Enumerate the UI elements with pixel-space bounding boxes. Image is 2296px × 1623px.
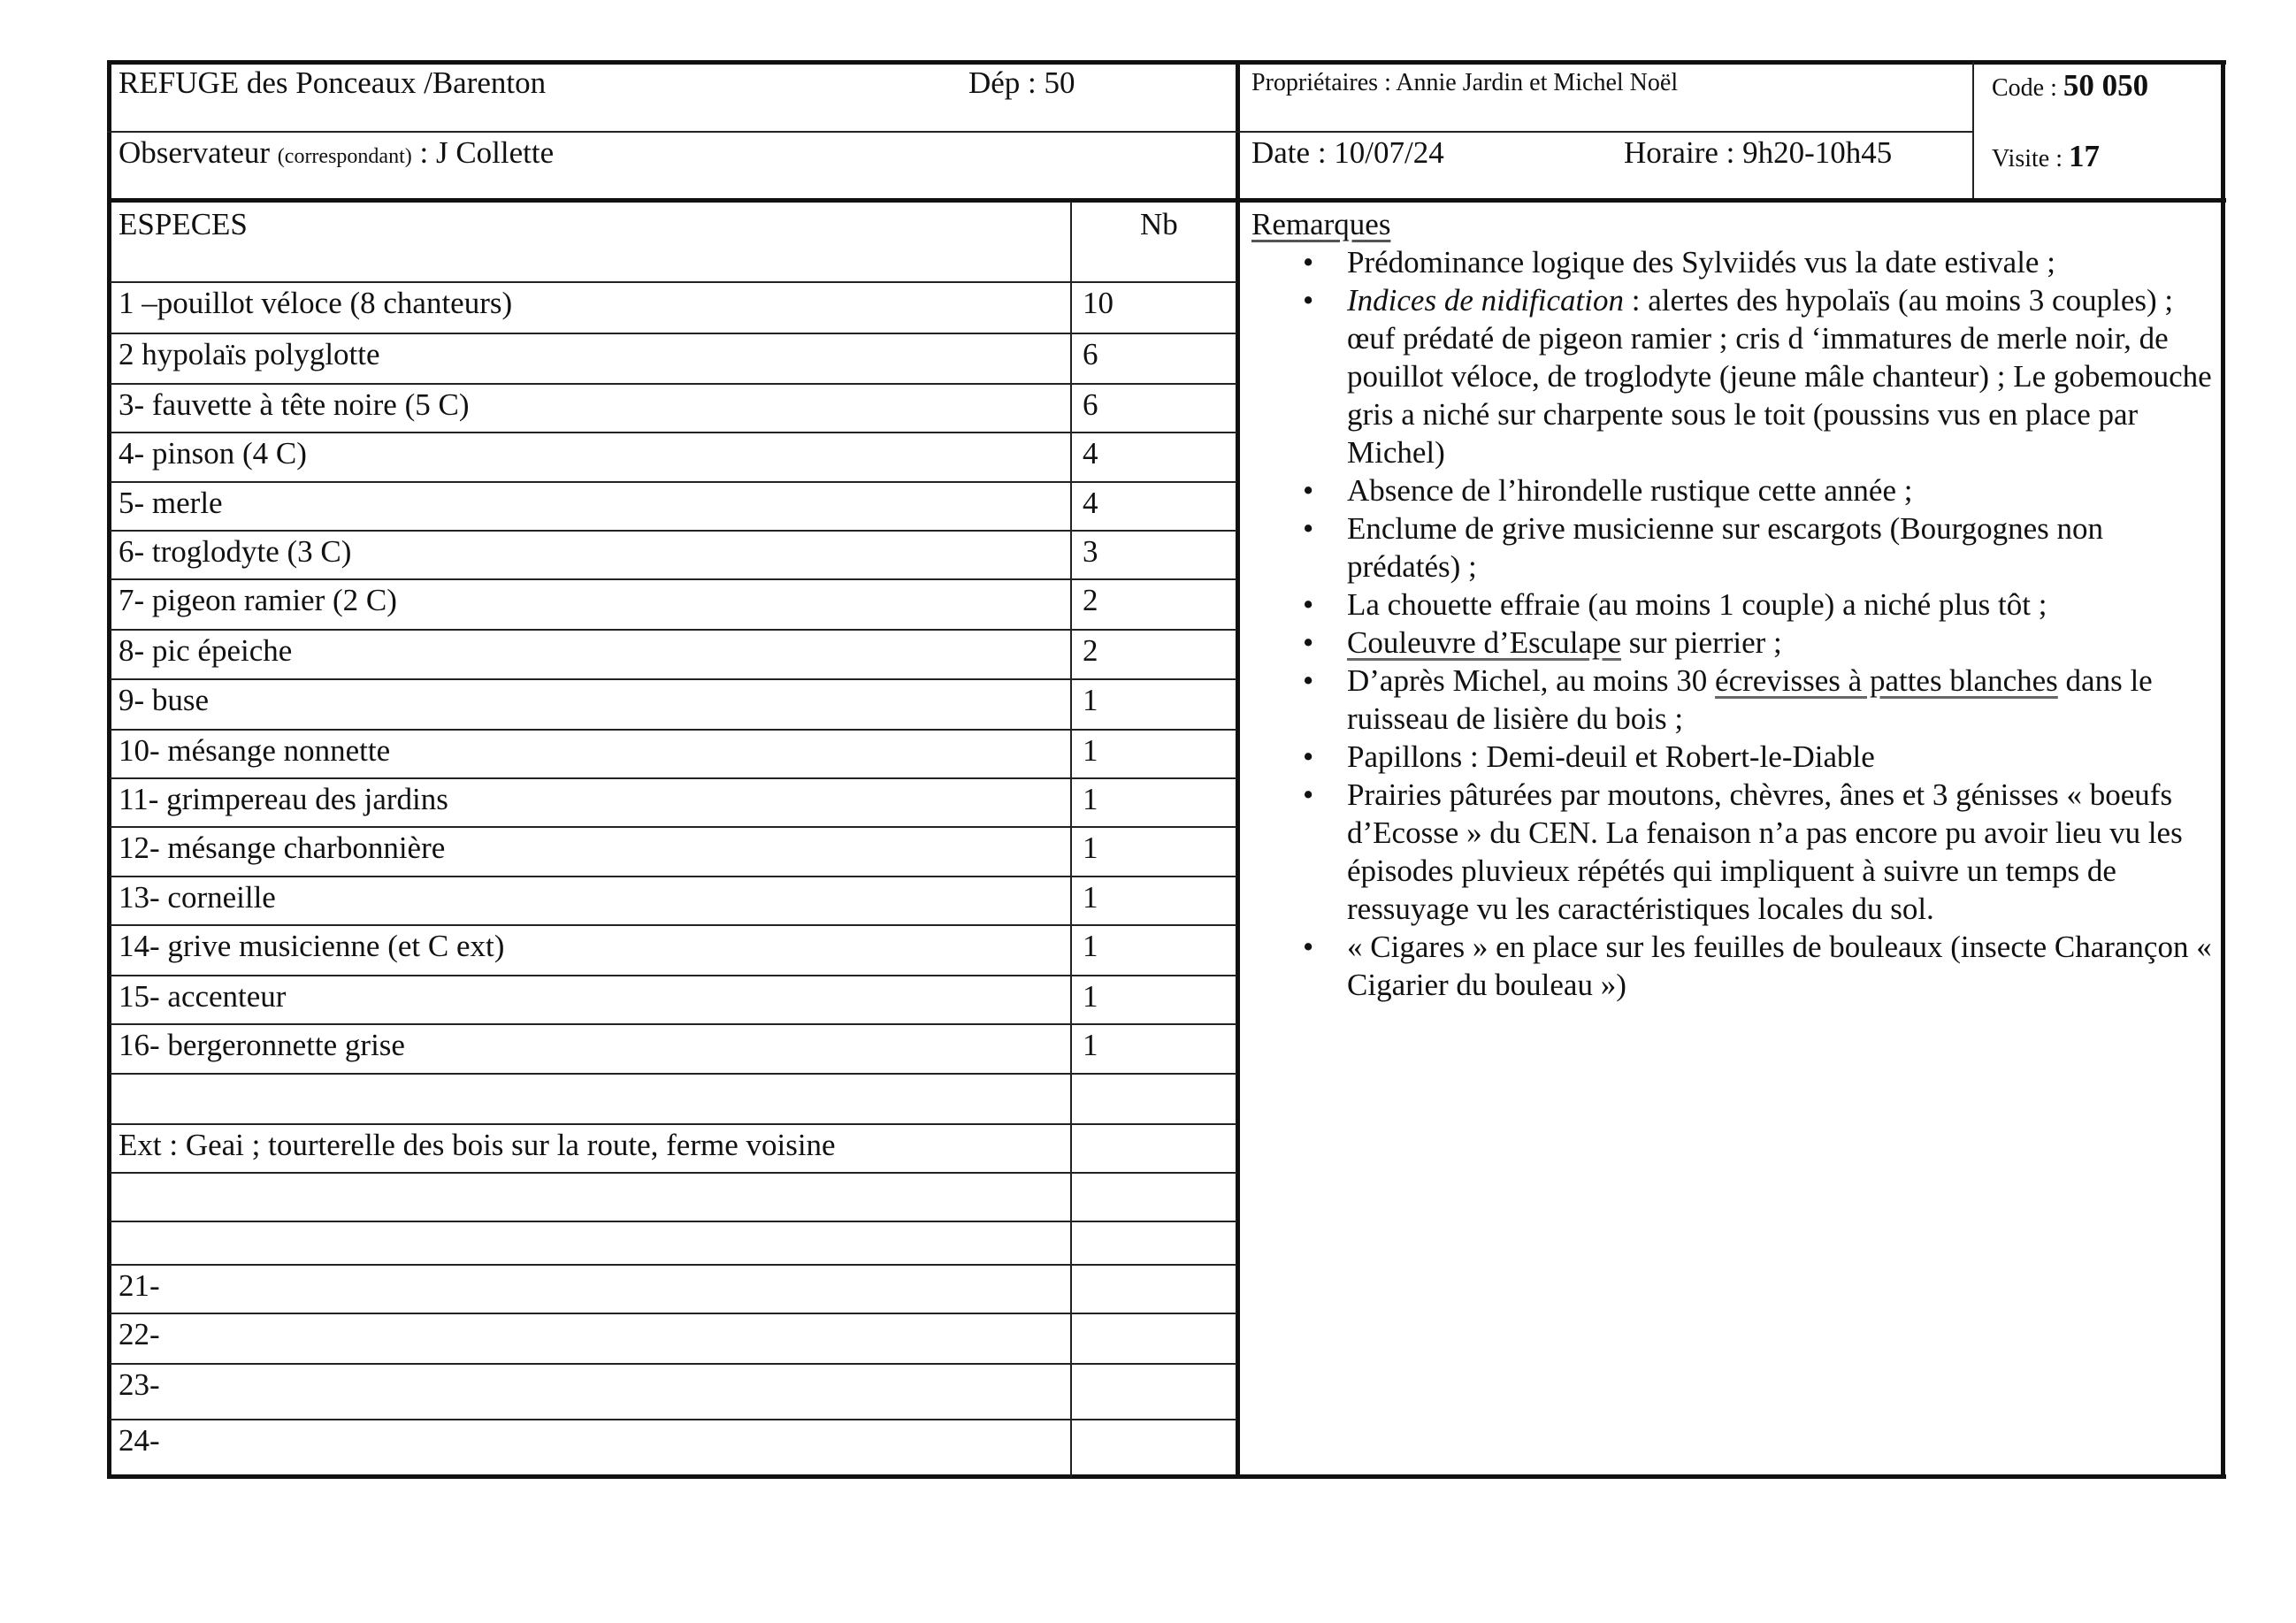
species-name: 24-: [119, 1423, 160, 1458]
divider-code-column: [1972, 62, 1974, 200]
species-count: 1: [1083, 683, 1098, 717]
table-row-divider: [110, 281, 1236, 283]
species-count: 4: [1083, 436, 1098, 471]
visite-value: 17: [2068, 139, 2100, 173]
table-row-divider: [110, 481, 1236, 483]
bullet-icon: •: [1303, 245, 1314, 279]
remark-text: : alertes des hypolaïs (au moins 3 couples) ; œuf prédaté de pigeon ramier ; cris d ‘immatures de merle noir, de pouillot véloce, de troglodyte (jeune mâle chanteur) ; Le gobemouche gris a niché sur charpente sous le toit (poussins vus en place par Michel): [1347, 283, 2212, 470]
border-top: [107, 60, 2226, 65]
table-row-divider: [110, 1221, 1236, 1222]
table-row-divider: [110, 1313, 1236, 1314]
remark-text: Prairies pâturées par moutons, chèvres, ânes et 3 génisses « boeufs d’Ecosse » du CEN. La fenaison n’a pas encore pu avoir lieu vu les épisodes pluvieux répétés qui impliquent à suivre un temps de ressuyage vu les caractéristiques locales du sol.: [1347, 777, 2183, 926]
table-row-divider: [110, 1073, 1236, 1075]
species-name: 11- grimpereau des jardins: [119, 782, 448, 816]
table-row-divider: [110, 729, 1236, 731]
species-count: 4: [1083, 486, 1098, 520]
bullet-icon: •: [1303, 587, 1314, 622]
remark-item: [1251, 776, 2216, 928]
bullet-icon: •: [1303, 663, 1314, 698]
species-count: 2: [1083, 633, 1098, 668]
species-count: 1: [1083, 831, 1098, 865]
remark-item: [1251, 281, 2216, 471]
border-right: [2221, 60, 2225, 1479]
bullet-icon: •: [1303, 777, 1314, 812]
remark-text: Absence de l’hirondelle rustique cette année ;: [1347, 473, 1913, 508]
remark-text: Prédominance logique des Sylviidés vus la date estivale ;: [1347, 245, 2055, 279]
table-row-divider: [110, 333, 1236, 334]
remark-text: D’après Michel, au moins 30: [1347, 663, 1716, 698]
date: Date : 10/07/24: [1251, 135, 1444, 170]
species-name: 16- bergeronnette grise: [119, 1028, 405, 1062]
bullet-icon: •: [1303, 739, 1314, 774]
table-row-divider: [110, 1363, 1236, 1365]
remark-item: [1251, 243, 2216, 281]
remark-text: Enclume de grive musicienne sur escargots (Bourgognes non prédatés) ;: [1347, 511, 2104, 584]
border-bottom: [107, 1474, 2226, 1479]
table-row-divider: [110, 1123, 1236, 1125]
remark-text: « Cigares » en place sur les feuilles de bouleaux (insecte Charançon « Cigarier du bouleau »): [1347, 930, 2212, 1002]
observateur-label: Observateur: [119, 135, 278, 170]
species-count: 6: [1083, 387, 1098, 422]
table-row-divider: [110, 1172, 1236, 1174]
species-name: 3- fauvette à tête noire (5 C): [119, 387, 470, 422]
species-name: 7- pigeon ramier (2 C): [119, 583, 397, 617]
divider-header-row: [107, 131, 1973, 133]
observateur-sub: (correspondant): [277, 145, 412, 168]
observateur-value: : J Collette: [411, 135, 555, 170]
species-name: 15- accenteur: [119, 979, 287, 1014]
proprietaires: Propriétaires : Annie Jardin et Michel Noël: [1251, 69, 1679, 96]
species-count: 10: [1083, 286, 1114, 320]
species-count: 1: [1083, 1028, 1098, 1062]
remark-item: [1251, 662, 2216, 738]
remarks-panel: [1251, 205, 2216, 1004]
divider-nb-column: [1070, 202, 1072, 1477]
code-label: Code :: [1992, 74, 2063, 102]
species-name: 23-: [119, 1367, 160, 1402]
table-row-divider: [110, 629, 1236, 631]
remark-text: sur pierrier ;: [1621, 625, 1782, 660]
table-row-divider: [110, 975, 1236, 976]
species-name: 21-: [119, 1268, 160, 1303]
remark-text: Indices de nidification: [1347, 283, 1624, 318]
remark-text: écrevisses à pattes blanches: [1715, 663, 2058, 698]
horaire: Horaire : 9h20-10h45: [1624, 135, 1893, 170]
species-name: 4- pinson (4 C): [119, 436, 307, 471]
table-row-divider: [110, 530, 1236, 532]
species-count: 6: [1083, 337, 1098, 371]
table-row-divider: [110, 826, 1236, 828]
divider-middle: [1236, 60, 1240, 1479]
species-count: 3: [1083, 534, 1098, 569]
species-name: 22-: [119, 1317, 160, 1351]
species-count: 1: [1083, 880, 1098, 915]
species-name: 2 hypolaïs polyglotte: [119, 337, 380, 371]
table-row-divider: [110, 876, 1236, 877]
column-header-especes: ESPECES: [119, 207, 248, 241]
remark-item: [1251, 738, 2216, 776]
table-row-divider: [110, 1023, 1236, 1025]
remark-item: [1251, 624, 2216, 662]
code-value: 50 050: [2063, 68, 2149, 103]
bullet-icon: •: [1303, 625, 1314, 660]
bullet-icon: •: [1303, 473, 1314, 508]
bullet-icon: •: [1303, 283, 1314, 318]
species-count: 1: [1083, 979, 1098, 1014]
remark-item: [1251, 509, 2216, 586]
column-header-nb: Nb: [1140, 207, 1178, 241]
remark-item: [1251, 471, 2216, 509]
visite-label: Visite :: [1992, 145, 2069, 172]
table-row-divider: [110, 924, 1236, 926]
species-count: 1: [1083, 733, 1098, 768]
remark-item: [1251, 928, 2216, 1004]
species-count: 2: [1083, 583, 1098, 617]
species-name: 1 –pouillot véloce (8 chanteurs): [119, 286, 513, 320]
table-row-divider: [110, 1264, 1236, 1266]
species-name: 12- mésange charbonnière: [119, 831, 446, 865]
remark-item: [1251, 586, 2216, 624]
remark-text: dans le ruisseau de lisière du bois ;: [1347, 663, 2153, 736]
table-row-divider: [110, 432, 1236, 433]
species-name: 10- mésange nonnette: [119, 733, 391, 768]
refuge-name: REFUGE des Ponceaux /Barenton: [119, 65, 547, 100]
species-count: 1: [1083, 929, 1098, 963]
species-name: 8- pic épeiche: [119, 633, 293, 668]
table-row-divider: [110, 383, 1236, 385]
border-left: [107, 60, 111, 1479]
table-row-divider: [110, 678, 1236, 680]
species-name: 14- grive musicienne (et C ext): [119, 929, 505, 963]
table-row-divider: [110, 777, 1236, 779]
code-field: [1992, 68, 2148, 106]
table-row-divider: [110, 1419, 1236, 1420]
remark-text: La chouette effraie (au moins 1 couple) a niché plus tôt ;: [1347, 587, 2047, 622]
species-name: 13- corneille: [119, 880, 276, 915]
remarks-list: [1251, 243, 2216, 1004]
divider-header-body: [107, 198, 2226, 203]
remark-text: Papillons : Demi-deuil et Robert-le-Diable: [1347, 739, 1875, 774]
remark-text: Couleuvre d’Esculape: [1347, 625, 1622, 660]
bullet-icon: •: [1303, 930, 1314, 964]
species-count: 1: [1083, 782, 1098, 816]
species-name: Ext : Geai ; tourterelle des bois sur la route, ferme voisine: [119, 1128, 836, 1162]
species-name: 9- buse: [119, 683, 210, 717]
bullet-icon: •: [1303, 511, 1314, 546]
observateur-field: [119, 135, 554, 174]
species-name: 5- merle: [119, 486, 223, 520]
species-name: 6- troglodyte (3 C): [119, 534, 352, 569]
remarks-title: Remarques: [1251, 207, 1391, 241]
table-row-divider: [110, 578, 1236, 580]
visite-field: [1992, 139, 2100, 177]
departement: Dép : 50: [968, 65, 1075, 100]
